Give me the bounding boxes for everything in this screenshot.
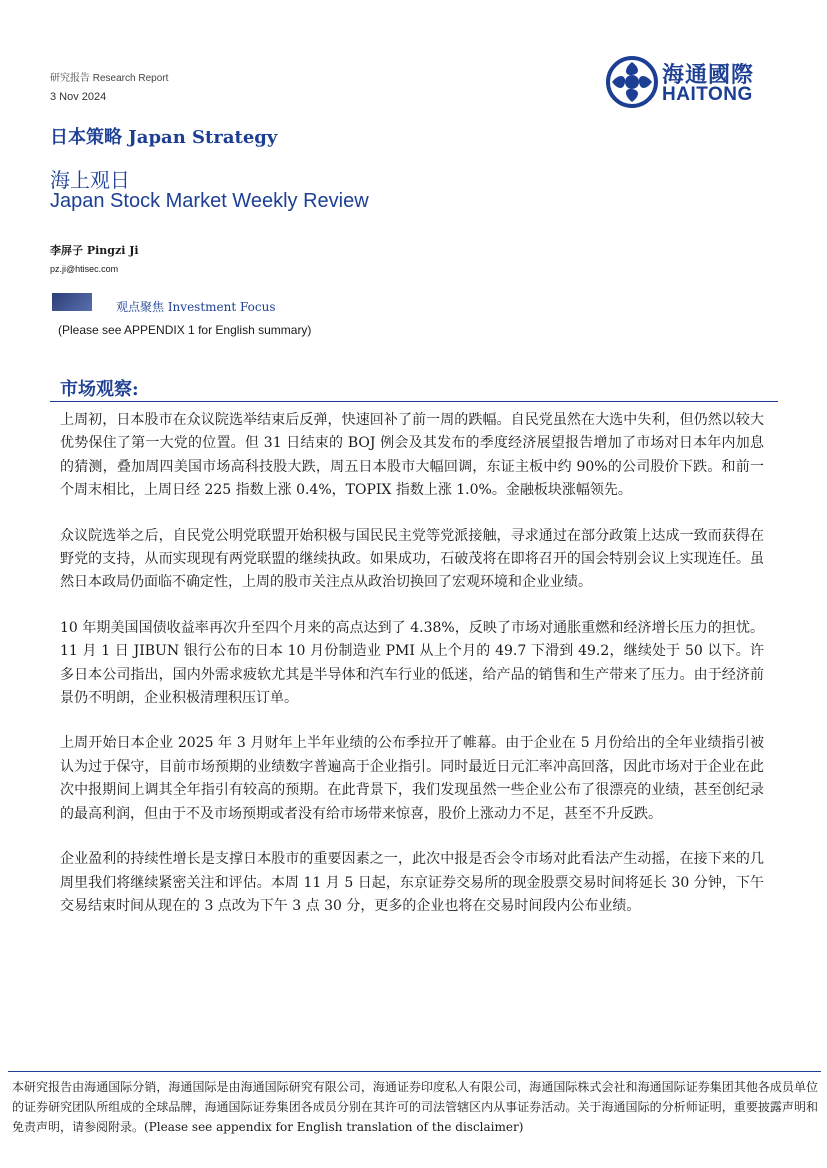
report-date: 3 Nov 2024 — [50, 91, 107, 103]
body-text — [60, 409, 764, 940]
haitong-logo-icon — [606, 56, 658, 108]
page-title-en: Japan Stock Market Weekly Review — [50, 190, 369, 212]
logo-text-en: HAITONG — [662, 84, 753, 105]
focus-marker — [52, 293, 92, 311]
paragraph-3: 10 年期美国国债收益率再次升至四个月来的高点达到了 4.38%，反映了市场对通胀重燃和经济增长压力的担忧。11 月 1 日 JIBUN 银行公布的日本 10 月份制造业 PMI 从上个月的 49.7 下滑到 49.2，继续处于 50 以下。许多日本公司指出，国内外需求疲软尤其是半导体和汽车行业的低迷，给产品的销售和生产带来了压力。由于经济前景仍不明朗，企业积极清理积压订单。 — [60, 619, 764, 707]
paragraph-4: 上周开始日本企业 2025 年 3 月财年上半年业绩的公布季拉开了帷幕。由于企业在 5 月份给出的全年业绩指引被认为过于保守，目前市场预期的业绩数字普遍高于企业指引。同时最近日元汇率冲高回落，因此市场对于企业在此次中报期间上调其全年指引有较高的预期。在此背景下，我们发现虽然一些企业公布了很漂亮的业绩，甚至创纪录的最高利润，但由于不及市场预期或者没有给市场带来惊喜，股价上涨动力不足，甚至不升反跌。 — [60, 735, 764, 822]
author-name: 李屏子 Pingzi Ji — [50, 244, 139, 257]
investment-focus-label: 观点聚焦 Investment Focus — [116, 300, 276, 314]
strategy-label: 日本策略 Japan Strategy — [50, 127, 278, 148]
paragraph-5: 企业盈利的持续性增长是支撑日本股市的重要因素之一，此次中报是否会令市场对此看法产生动摇，在接下来的几周里我们将继续紧密关注和评估。本周 11 月 5 日起，东京证券交易所的现金股票交易时间将延长 30 分钟，下午交易结束时间从现在的 3 点改为下午 3 点 30 分，更多的企业也将在交易时间段内公布业绩。 — [60, 851, 764, 914]
section-divider — [50, 401, 778, 402]
footer-disclaimer: 本研究报告由海通国际分销，海通国际是由海通国际研究有限公司，海通证券印度私人有限公司，海通国际株式会社和海通国际证券集团其他各成员单位的证券研究团队所组成的全球品牌，海通国际证券集团各成员分别在其许可的司法管辖区内从事证券活动。关于海通国际的分析师证明，重要披露声明和免责声明，请参阅附录。(Please see appendix for English translation of the disclaimer) — [12, 1080, 818, 1134]
author-email: pz.ji@htisec.com — [50, 264, 119, 274]
paragraph-1: 上周初，日本股市在众议院选举结束后反弹，快速回补了前一周的跌幅。自民党虽然在大选中失利，但仍然以较大优势保住了第一大党的位置。但 31 日结束的 BOJ 例会及其发布的季度经济展望报告增加了市场对日本年内加息的猜测，叠加周四美国市场高科技股大跌，周五日本股市大幅回调，东证主板中约 90%的公司股价下跌。和前一个周末相比，上周日经 225 指数上涨 0.4%，TOPIX 指数上涨 1.0%。金融板块涨幅领先。 — [60, 412, 764, 499]
logo-text-cn: 海通國際 — [662, 62, 755, 88]
report-type: 研究报告 Research Report — [50, 73, 169, 84]
page-title-cn: 海上观日 — [50, 168, 130, 192]
paragraph-2: 众议院选举之后，自民党公明党联盟开始积极与国民民主党等党派接触，寻求通过在部分政策上达成一致而获得在野党的支持，从而实现现有两党联盟的继续执政。如果成功，石破茂将在即将召开的国会特别会议上实现连任。虽然日本政局仍面临不确定性，上周的股市关注点从政治切换回了宏观环境和企业业绩。 — [60, 527, 764, 591]
footer-divider — [8, 1071, 821, 1072]
section-title: 市场观察: — [60, 379, 139, 400]
appendix-note: (Please see APPENDIX 1 for English summary) — [58, 323, 312, 337]
